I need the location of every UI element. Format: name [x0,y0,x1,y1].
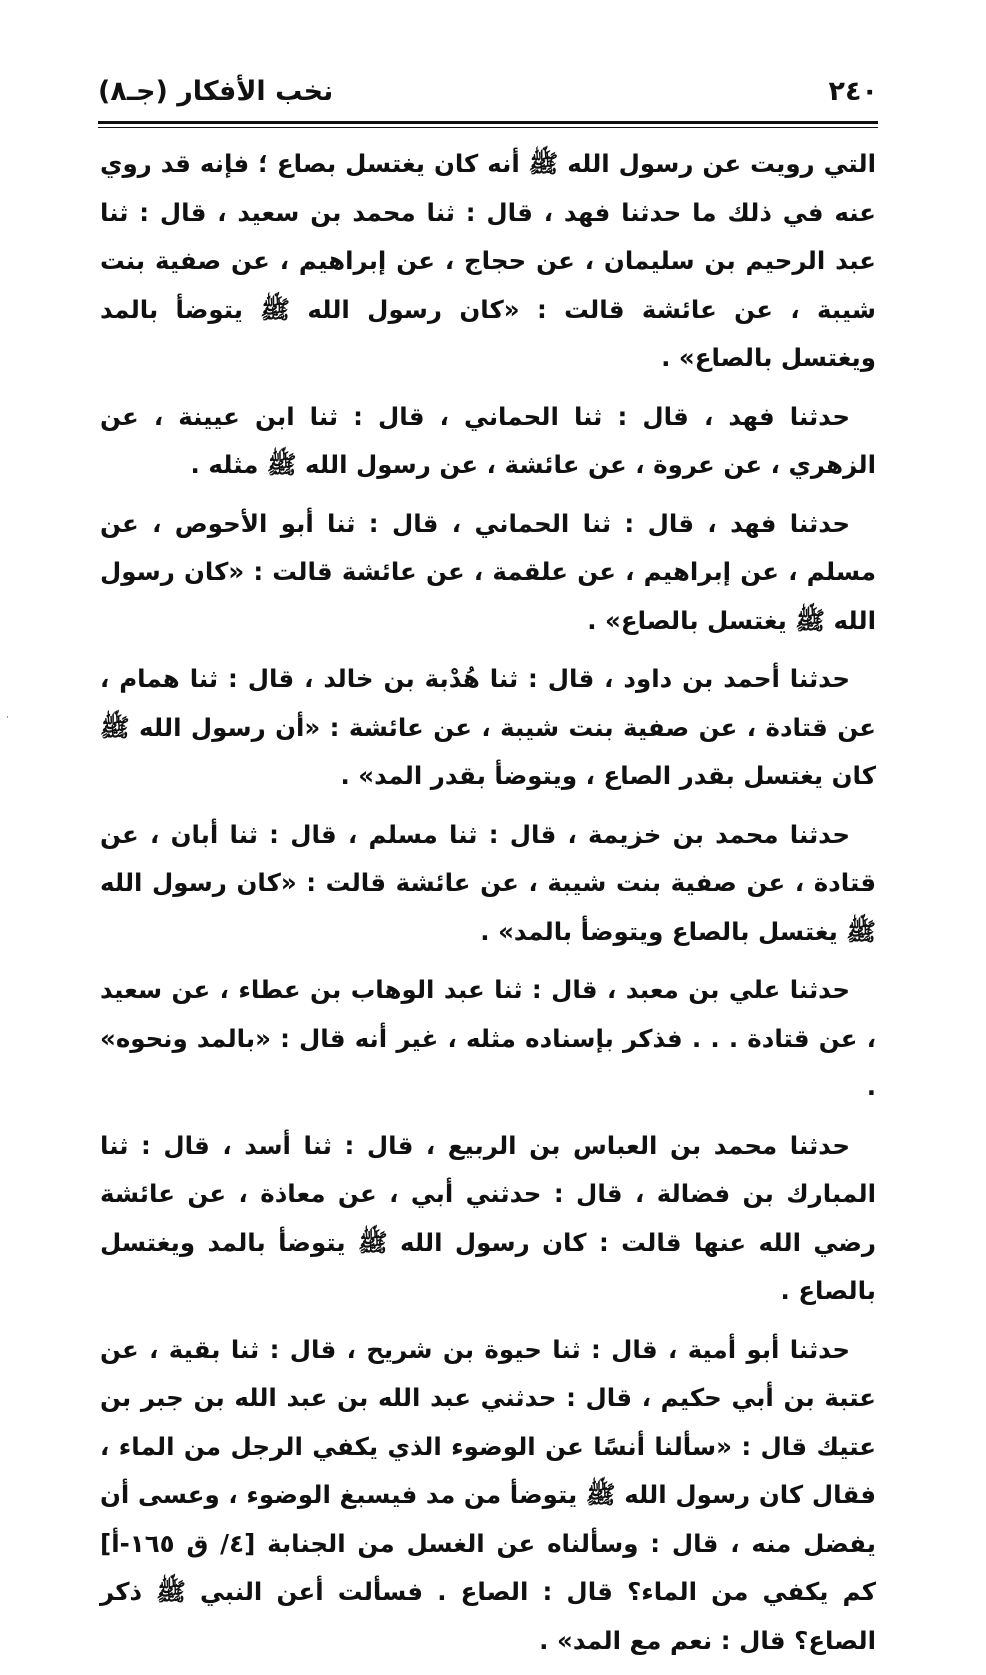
paragraph: حدثنا فهد ، قال : ثنا الحماني ، قال : ثنا ابن عيينة ، عن الزهري ، عن عروة ، عن عائشة ، عن رسول الله ﷺ مثله . [100,401,876,479]
paragraph: حدثنا فهد ، قال : ثنا الحماني ، قال : ثنا أبو الأحوص ، عن مسلم ، عن إبراهيم ، عن علقمة ، عن عائشة قالت : «كان رسول الله ﷺ يغتسل بالصاع» . [100,508,876,635]
paragraph: حدثنا محمد بن العباس بن الربيع ، قال : ثنا أسد ، قال : ثنا المبارك بن فضالة ، قال : حدثني أبي ، عن معاذة ، عن عائشة رضي الله عنها قالت : كان رسول الله ﷺ يتوضأ بالمد ويغتسل بالصاع . [100,1130,876,1305]
paragraph: حدثنا أحمد بن داود ، قال : ثنا هُدْبة بن خالد ، قال : ثنا همام ، عن قتادة ، عن صفية بنت شيبة ، عن عائشة : «أن رسول الله ﷺ كان يغتسل بقدر الصاع ، ويتوضأ بقدر المد» . [100,664,876,790]
paragraph: حدثنا محمد بن خزيمة ، قال : ثنا مسلم ، قال : ثنا أبان ، عن قتادة ، عن صفية بنت شيبة ، عن عائشة قالت : «كان رسول الله ﷺ يغتسل بالصاع ويتوضأ بالمد» . [100,819,876,946]
page-header [98,74,878,118]
body-text [100,140,876,1675]
running-title: نخب الأفكار (جـ٨) [98,76,334,107]
paragraph: التي رويت عن رسول الله ﷺ أنه كان يغتسل بصاع ؛ فإنه قد روي عنه في ذلك ما حدثنا فهد ، قال : ثنا محمد بن سعيد ، قال : ثنا عبد الرحيم بن سليمان ، عن حجاج ، عن إبراهيم ، عن صفية بنت شيبة ، عن عائشة قالت : «كان رسول الله ﷺ يتوضأ بالمد ويغتسل بالصاع» . [100,149,876,372]
paragraph: حدثنا علي بن معبد ، قال : ثنا عبد الوهاب بن عطاء ، عن سعيد ، عن قتادة . . . فذكر بإسناده مثله ، غير أنه قال : «بالمد ونحوه» . [100,975,876,1101]
header-rule-thin [98,127,878,128]
scan-mark [7,716,8,718]
paragraph: حدثنا أبو أمية ، قال : ثنا حيوة بن شريح ، قال : ثنا بقية ، عن عتبة بن أبي حكيم ، قال : حدثني عبد الله بن عبد الله بن جبر بن عتيك قال : «سألنا أنسًا عن الوضوء الذي يكفي الرجل من الماء ، فقال كان رسول الله ﷺ يتوضأ من مد فيسبغ الوضوء ، وعسى أن يفضل منه ، قال : وسألناه عن الغسل من الجنابة [٤/ ق ١٦٥-أ] كم يكفي من الماء؟ قال : الصاع . فسألت أعن النبي ﷺ ذكر الصاع؟ قال : نعم مع المد» . [100,1334,876,1655]
header-rule [98,121,878,124]
page-number: ٢٤٠ [828,76,878,107]
